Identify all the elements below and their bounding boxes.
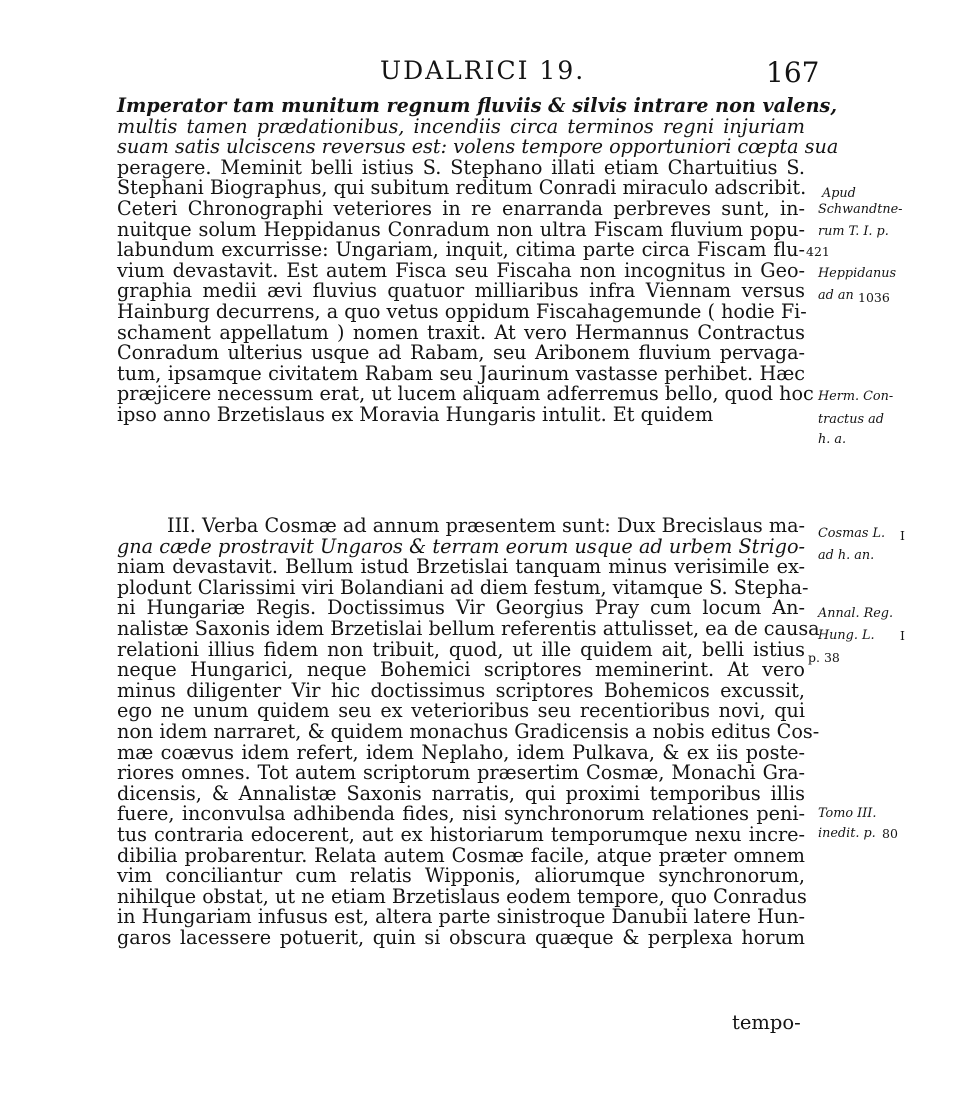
text-line: ipso anno Brzetislaus ex Moravia Hungaris intulit. Et quidem: [117, 402, 714, 426]
text-line: niam devastavit. Bellum istud Brzetislai tanquam minus verisimile ex-: [117, 555, 805, 579]
text-line: ni Hungariæ Regis. Doctissimus Vir Georgius Pray cum locum An-: [117, 596, 805, 620]
text-line: gna cæde prostravit Ungaros & terram eorum usque ad urbem Strigo-: [117, 534, 805, 558]
margin-line: Annal. Reg.: [818, 606, 894, 621]
margin-line: rum T. I. p.: [818, 224, 889, 239]
margin-line: Schwandtne-: [818, 202, 903, 217]
text-line: nihilque obstat, ut ne etiam Brzetislaus eodem tempore, quo Conradus: [117, 884, 807, 908]
margin-line: ad an: [818, 288, 854, 303]
text-line: Ceteri Chronographi veteriores in re enarranda perbreves sunt, in-: [117, 196, 805, 220]
text-line: minus diligenter Vir hic doctissimus scriptores Bohemicos excussit,: [117, 678, 805, 702]
margin-line: Apud: [822, 186, 856, 201]
text-line: Hainburg decurrens, a quo vetus oppidum Fiscahagemunde ( hodie Fi-: [117, 299, 807, 323]
margin-line: ad h. an.: [818, 548, 875, 563]
text-line: graphia medii ævi fluvius quatuor milliaribus infra Viennam versus: [117, 279, 805, 303]
margin-line: 1036: [858, 290, 890, 305]
margin-line: Tomo III.: [818, 806, 877, 821]
margin-line: p. 38: [808, 650, 840, 665]
margin-line: 80: [882, 826, 898, 841]
catchword: tempo-: [732, 1011, 801, 1034]
text-line: plodunt Clarissimi viri Bolandiani ad diem festum, vitamque S. Stepha-: [117, 575, 809, 599]
text-line: III. Verba Cosmæ ad annum præsentem sunt: Dux Brecislaus ma-: [167, 514, 805, 537]
page-number: 167: [766, 56, 820, 89]
text-line: schament appellatum ) nomen traxit. At vero Hermannus Contractus: [117, 320, 805, 344]
text-line: Imperator tam munitum regnum fluviis & silvis intrare non valens,: [117, 94, 838, 117]
text-line: tus contraria edocerent, aut ex historiarum temporumque nexu incre-: [117, 822, 805, 846]
text-line: dicensis, & Annalistæ Saxonis narratis, qui proximi temporibus illis: [117, 781, 805, 805]
text-line: garos lacessere potuerit, quin si obscura quæque & perplexa horum: [117, 925, 805, 949]
running-title: UDALRICI 19.: [380, 56, 586, 85]
paragraph-2: [117, 514, 820, 949]
text-line: vium devastavit. Est autem Fisca seu Fiscaha non incognitus in Geo-: [117, 258, 805, 282]
text-line: labundum excurrisse: Ungariam, inquit, citima parte circa Fiscam flu-: [117, 238, 805, 262]
text-line: neque Hungarici, neque Bohemici scriptores meminerint. At vero: [117, 658, 805, 682]
text-line: Conradum ulterius usque ad Rabam, seu Aribonem fluvium pervaga-: [117, 341, 805, 365]
text-line: riores omnes. Tot autem scriptorum præsertim Cosmæ, Monachi Gra-: [117, 761, 805, 785]
margin-line: h. a.: [818, 432, 847, 447]
text-line: peragere. Meminit belli istius S. Stephano illati etiam Chartuitius S.: [117, 155, 805, 179]
text-line: Stephani Biographus, qui subitum reditum Conradi miraculo adscribit.: [117, 176, 807, 200]
text-line: non idem narraret, & quidem monachus Gradicensis a nobis editus Cos-: [117, 719, 820, 743]
text-line: vim conciliantur cum relatis Wipponis, aliorumque synchronorum,: [117, 864, 805, 888]
text-line: suam satis ulciscens reversus est: volens tempore opportuniori cœpta sua: [117, 135, 839, 159]
margin-line: 421: [806, 244, 830, 259]
text-line: nuitque solum Heppidanus Conradum non ultra Fiscam fluvium popu-: [117, 217, 805, 241]
margin-line: Herm. Con-: [818, 389, 894, 404]
margin-line: Heppidanus: [818, 266, 897, 281]
text-line: mæ coævus idem refert, idem Neplaho, idem Pulkava, & ex iis poste-: [117, 740, 805, 764]
text-line: dibilia probarentur. Relata autem Cosmæ facile, atque præter omnem: [117, 843, 805, 867]
margin-line: Hung. L.: [818, 628, 875, 643]
text-line: relationi illius fidem non tribuit, quod, ut ille quidem ait, belli istius: [117, 637, 805, 661]
text-line: multis tamen prædationibus, incendiis circa terminos regni injuriam: [117, 114, 805, 138]
text-line: tum, ipsamque civitatem Rabam seu Jaurinum vastasse perhibet. Hæc: [117, 361, 805, 385]
margin-line: I: [900, 628, 905, 643]
text-line: in Hungariam infusus est, altera parte sinistroque Danubii latere Hun-: [117, 905, 805, 929]
text-line: ego ne unum quidem seu ex veterioribus seu recentioribus novi, qui: [117, 699, 805, 723]
text-line: fuere, inconvulsa adhibenda fides, nisi synchronorum relationes peni-: [117, 802, 805, 826]
margin-line: I: [900, 528, 905, 543]
margin-line: Cosmas L.: [818, 526, 886, 541]
margin-line: inedit. p.: [818, 826, 876, 841]
margin-line: tractus ad: [818, 412, 884, 427]
text-line: nalistæ Saxonis idem Brzetislai bellum referentis attulisset, ea de causa: [117, 616, 820, 640]
text-line: præjicere necessum erat, ut lucem aliquam adferremus bello, quod hoc: [117, 382, 814, 406]
